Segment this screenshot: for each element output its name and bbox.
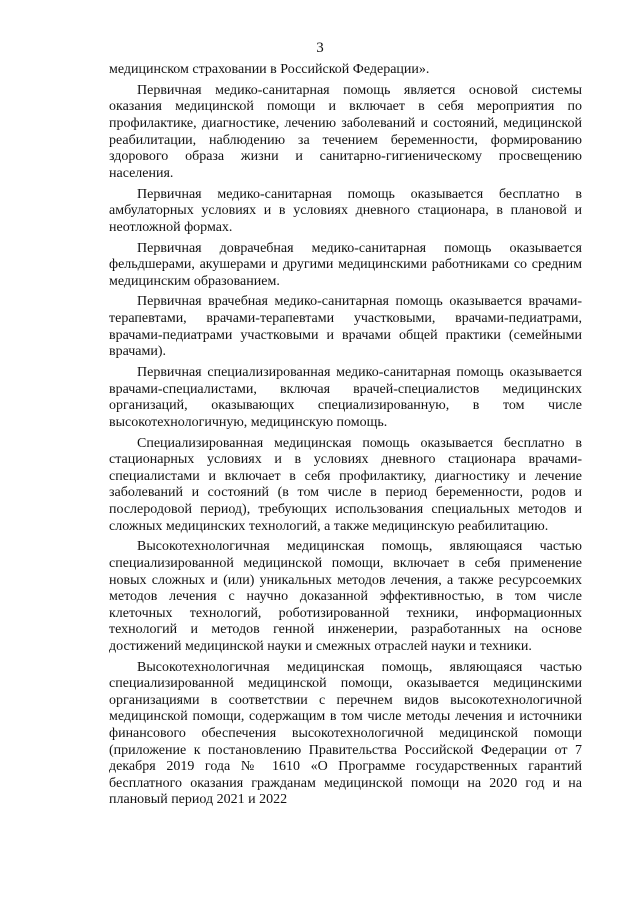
paragraph-1: медицинском страховании в Российской Федерации». — [109, 62, 430, 77]
paragraph-2: Первичная медико-санитарная помощь является основой системы оказания медицинской помощи и включает в себя мероприятия по профилактике, диагностике, лечению заболеваний и состояний, медицинской реабилитации, наблюдению за течением беременности, формированию здорового образа жизни и санитарно-гигиеническому просвещению населения. — [109, 82, 582, 181]
document-body — [109, 62, 582, 809]
paragraph-7: Специализированная медицинская помощь оказывается бесплатно в стационарных условиях и в условиях дневного стационара врачами-специалистами и включает в себя профилактику, диагностику и лечение заболеваний и состояний (в том числе в период беременности, родов и послеродовой период), требующих использования специальных методов и сложных медицинских технологий, а также медицинскую реабилитацию. — [109, 435, 582, 534]
paragraph-3: Первичная медико-санитарная помощь оказывается бесплатно в амбулаторных условиях и в условиях дневного стационара, в плановой и неотложной формах. — [109, 186, 582, 235]
paragraph-5: Первичная врачебная медико-санитарная помощь оказывается врачами-терапевтами, врачами-терапевтами участковыми, врачами-педиатрами, врачами-педиатрами участковыми и врачами общей практики (семейными врачами). — [109, 294, 582, 360]
paragraph-4: Первичная доврачебная медико-санитарная помощь оказывается фельдшерами, акушерами и другими медицинскими работниками со средним медицинским образованием. — [109, 240, 582, 289]
paragraph-8: Высокотехнологичная медицинская помощь, являющаяся частью специализированной медицинской помощи, включает в себя применение новых сложных и (или) уникальных методов лечения, а также ресурсоемких методов лечения с научно доказанной эффективностью, в том числе клеточных технологий, роботизированной техники, информационных технологий и методов генной инженерии, разработанных на основе достижений медицинской науки и смежных отраслей науки и техники. — [109, 539, 582, 654]
page-number: 3 — [316, 40, 324, 56]
paragraph-6: Первичная специализированная медико-санитарная помощь оказывается врачами-специалистами, включая врачей-специалистов медицинских организаций, оказывающих специализированную, в том числе высокотехнологичную, медицинскую помощь. — [109, 365, 582, 430]
paragraph-9: Высокотехнологичная медицинская помощь, являющаяся частью специализированной медицинской помощи, оказывается медицинскими организациями в соответствии с перечнем видов высокотехнологичной медицинской помощи, содержащим в том числе методы лечения и источники финансового обеспечения высокотехнологичной медицинской помощи (приложение к постановлению Правительства Российской Федерации от 7 декабря 2019 года № 1610 «О Программе государственных гарантий бесплатного оказания гражданам медицинской помощи на 2020 год и на плановый период 2021 и 2022 — [109, 659, 582, 808]
